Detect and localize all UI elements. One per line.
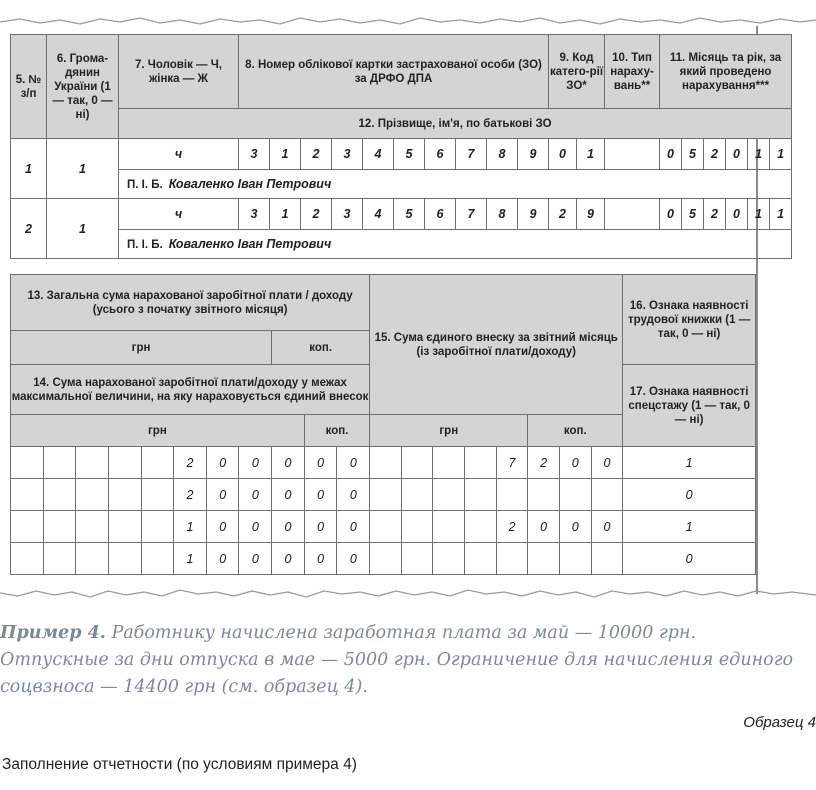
card-digit: 2	[301, 139, 332, 170]
accrual-type	[605, 199, 660, 230]
amount-digit	[108, 479, 141, 511]
person-name-row	[11, 230, 792, 259]
flag-cell: 1	[623, 447, 756, 479]
contribution-digit	[465, 511, 497, 543]
caption: Заполнение отчетности (по условиям примера 4)	[2, 756, 357, 773]
header-col17: 17. Ознака наявності спецстажу (1 — так, 0 — ні)	[623, 365, 756, 447]
contribution-digit	[401, 479, 433, 511]
contribution-digit	[370, 479, 402, 511]
amount-digit	[43, 447, 76, 479]
period-digit: 0	[726, 199, 748, 230]
full-name-cell	[119, 170, 792, 199]
contribution-digit	[433, 447, 465, 479]
contribution-digit	[559, 543, 591, 575]
header-col9: 9. Код катего-рії ЗО*	[549, 35, 605, 109]
header-col7: 7. Чоловік — Ч, жінка — Ж	[119, 35, 239, 109]
header-col14-kop: коп.	[304, 415, 369, 447]
amount-digit	[141, 479, 174, 511]
amount-digit	[76, 543, 109, 575]
category-digit: 1	[577, 139, 605, 170]
contribution-digit	[559, 479, 591, 511]
full-name-value: Коваленко Іван Петрович	[168, 176, 332, 191]
header-col15-kop: коп.	[528, 415, 623, 447]
flag-cell: 0	[623, 543, 756, 575]
contribution-digit	[496, 479, 528, 511]
period-digit: 2	[704, 139, 726, 170]
contribution-digit: 2	[496, 511, 528, 543]
amount-digit: 0	[272, 511, 305, 543]
period-digit: 0	[660, 139, 682, 170]
amount-digit	[108, 511, 141, 543]
header-col8: 8. Номер облікової картки застрахованої особи (ЗО) за ДРФО ДПА	[239, 35, 549, 109]
amount-digit: 2	[174, 479, 207, 511]
contribution-digit	[591, 479, 623, 511]
earnings-row	[11, 511, 756, 543]
amount-digit: 0	[239, 511, 272, 543]
flag-cell: 1	[623, 511, 756, 543]
amount-digit	[43, 511, 76, 543]
amount-digit: 0	[337, 543, 370, 575]
card-digit: 8	[487, 139, 518, 170]
amount-digit: 0	[304, 479, 337, 511]
amount-digit: 0	[206, 511, 239, 543]
amount-digit: 1	[174, 511, 207, 543]
card-digit: 1	[270, 139, 301, 170]
contribution-digit: 0	[559, 447, 591, 479]
amount-digit	[141, 447, 174, 479]
contribution-digit	[401, 447, 433, 479]
amount-digit	[43, 543, 76, 575]
amount-digit: 0	[239, 479, 272, 511]
header-col16: 16. Ознака наявності трудової книжки (1 — так, 0 — ні)	[623, 275, 756, 365]
citizen-flag: 1	[47, 139, 119, 199]
header-col14-grn: грн	[11, 415, 305, 447]
full-name-cell	[119, 230, 792, 259]
amount-digit	[76, 479, 109, 511]
card-digit: 5	[394, 199, 425, 230]
amount-digit: 0	[272, 479, 305, 511]
card-digit: 2	[301, 199, 332, 230]
amount-digit: 0	[206, 543, 239, 575]
amount-digit: 0	[304, 543, 337, 575]
card-digit: 4	[363, 139, 394, 170]
category-digit: 0	[549, 139, 577, 170]
amount-digit	[76, 511, 109, 543]
card-digit: 6	[425, 199, 456, 230]
period-digit: 1	[748, 139, 770, 170]
amount-digit: 0	[272, 543, 305, 575]
amount-digit: 0	[239, 447, 272, 479]
full-name-value: Коваленко Іван Петрович	[168, 236, 332, 251]
card-digit: 5	[394, 139, 425, 170]
header-col13-kop: коп.	[272, 331, 370, 365]
amount-digit	[108, 543, 141, 575]
amount-digit: 0	[206, 447, 239, 479]
card-digit: 8	[487, 199, 518, 230]
amount-digit	[11, 447, 44, 479]
person-name-row	[11, 170, 792, 199]
card-digit: 7	[456, 139, 487, 170]
earnings-row	[11, 543, 756, 575]
report-form	[10, 26, 785, 594]
contribution-digit	[433, 511, 465, 543]
card-digit: 3	[239, 139, 270, 170]
header-col13-grn: грн	[11, 331, 272, 365]
amount-digit: 0	[337, 511, 370, 543]
insured-persons-table	[10, 34, 792, 259]
earnings-row	[11, 479, 756, 511]
contribution-digit	[465, 543, 497, 575]
amount-digit: 0	[304, 447, 337, 479]
period-digit: 1	[770, 139, 792, 170]
contribution-digit: 2	[528, 447, 560, 479]
accrual-type	[605, 139, 660, 170]
torn-edge-bottom	[0, 588, 816, 600]
amount-digit	[141, 511, 174, 543]
amount-digit: 0	[304, 511, 337, 543]
header-col10: 10. Тип нараху-вань**	[605, 35, 660, 109]
card-digit: 4	[363, 199, 394, 230]
amount-digit: 0	[272, 447, 305, 479]
amount-digit	[11, 479, 44, 511]
header-col11: 11. Місяць та рік, за який проведено нарахування***	[660, 35, 792, 109]
contribution-digit: 0	[591, 447, 623, 479]
example-paragraph	[0, 620, 800, 701]
card-digit: 3	[239, 199, 270, 230]
amount-digit	[11, 511, 44, 543]
amount-digit	[11, 543, 44, 575]
person-row	[11, 199, 792, 230]
card-digit: 3	[332, 139, 363, 170]
period-digit: 5	[682, 199, 704, 230]
contribution-digit	[370, 511, 402, 543]
sample-label: Образец 4	[743, 714, 816, 731]
header-col5: 5. № з/п	[11, 35, 47, 139]
contribution-digit	[370, 447, 402, 479]
contribution-digit	[433, 543, 465, 575]
card-digit: 7	[456, 199, 487, 230]
contribution-digit	[528, 479, 560, 511]
contribution-digit: 0	[528, 511, 560, 543]
amount-digit	[43, 479, 76, 511]
contribution-digit	[465, 479, 497, 511]
citizen-flag: 1	[47, 199, 119, 259]
person-row	[11, 139, 792, 170]
category-digit: 2	[549, 199, 577, 230]
contribution-digit	[433, 479, 465, 511]
header-col6: 6. Грома-дянин України (1 — так, 0 — ні)	[47, 35, 119, 139]
contribution-digit: 0	[559, 511, 591, 543]
header-col12: 12. Прізвище, ім'я, по батькові ЗО	[119, 109, 792, 139]
contribution-digit: 7	[496, 447, 528, 479]
contribution-digit	[465, 447, 497, 479]
amount-digit: 1	[174, 543, 207, 575]
amount-digit	[108, 447, 141, 479]
contribution-digit	[528, 543, 560, 575]
period-digit: 1	[748, 199, 770, 230]
row-number: 2	[11, 199, 47, 259]
header-col13: 13. Загальна сума нарахованої заробітної плати / доходу (усього з початку звітного місяця)	[11, 275, 370, 331]
contribution-digit	[370, 543, 402, 575]
contribution-digit	[401, 511, 433, 543]
amount-digit: 0	[239, 543, 272, 575]
card-digit: 1	[270, 199, 301, 230]
category-digit: 9	[577, 199, 605, 230]
header-col15: 15. Сума єдиного внеску за звітний місяць (із заробітної плати/доходу)	[370, 275, 623, 415]
header-col15-grn: грн	[370, 415, 528, 447]
example-text: Работнику начислена заработная плата за май — 10000 грн. Отпускные за дни отпуска в мае — 5000 грн. Ограничение для начисления единого соцвзноса — 14400 грн (см. образец 4).	[0, 623, 794, 697]
period-digit: 1	[770, 199, 792, 230]
card-digit: 9	[518, 139, 549, 170]
earnings-row	[11, 447, 756, 479]
period-digit: 2	[704, 199, 726, 230]
card-digit: 6	[425, 139, 456, 170]
contribution-digit	[591, 543, 623, 575]
period-digit: 0	[726, 139, 748, 170]
period-digit: 5	[682, 139, 704, 170]
contribution-digit	[496, 543, 528, 575]
card-digit: 9	[518, 199, 549, 230]
full-name-label: П. І. Б.	[127, 178, 163, 191]
contribution-digit	[401, 543, 433, 575]
amount-digit: 0	[337, 447, 370, 479]
amount-digit: 0	[337, 479, 370, 511]
header-col14: 14. Сума нарахованої заробітної плати/доходу у межах максимальної величини, на яку нараховується єдиний внесок	[11, 365, 370, 415]
card-digit: 3	[332, 199, 363, 230]
amount-digit	[76, 447, 109, 479]
example-lead: Пример 4.	[0, 623, 106, 643]
earnings-table	[10, 274, 756, 575]
sex-cell: ч	[119, 199, 239, 230]
row-number: 1	[11, 139, 47, 199]
flag-cell: 0	[623, 479, 756, 511]
full-name-label: П. І. Б.	[127, 238, 163, 251]
period-digit: 0	[660, 199, 682, 230]
sex-cell: ч	[119, 139, 239, 170]
amount-digit: 2	[174, 447, 207, 479]
amount-digit	[141, 543, 174, 575]
contribution-digit: 0	[591, 511, 623, 543]
amount-digit: 0	[206, 479, 239, 511]
